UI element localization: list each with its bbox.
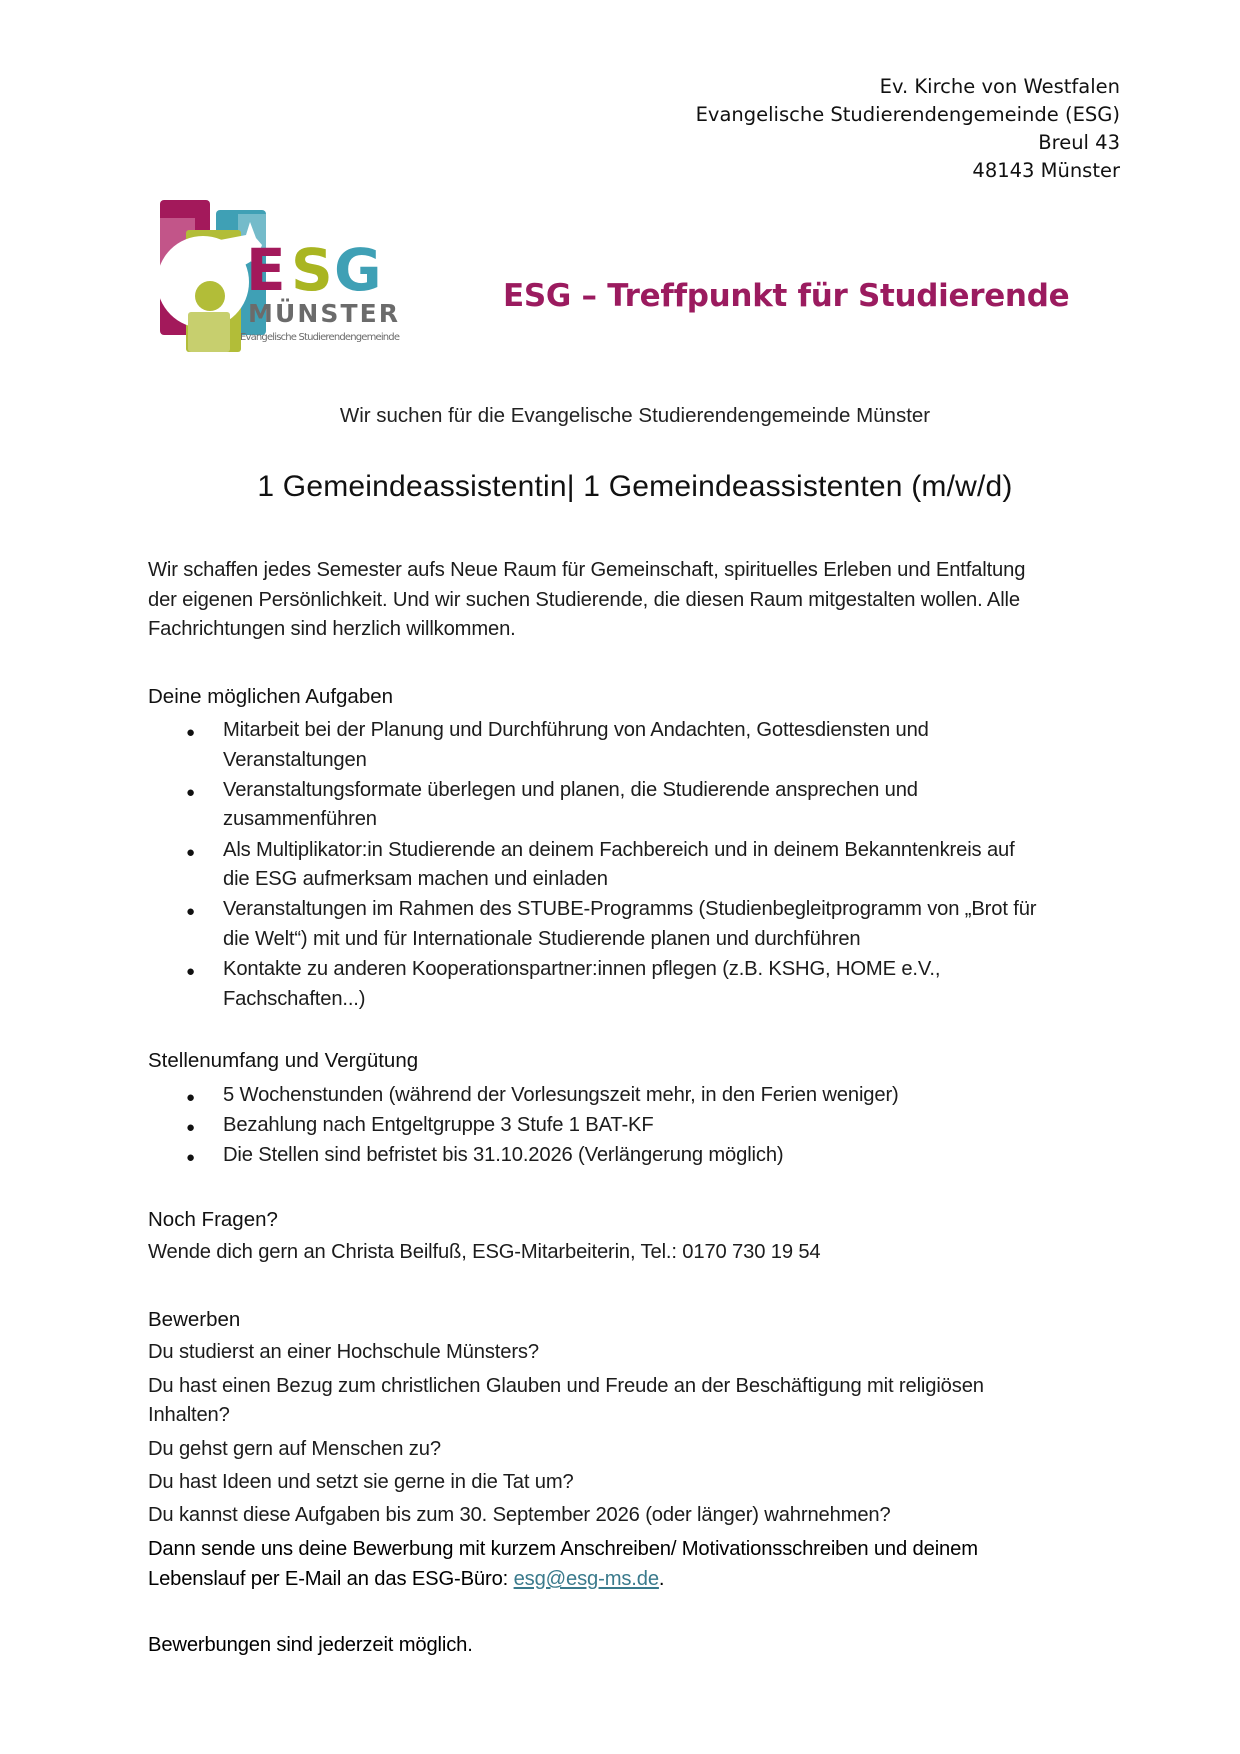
esg-logo xyxy=(158,200,423,352)
bullet-icon: ● xyxy=(186,784,196,801)
esg-logo-graphic xyxy=(158,200,423,352)
apply-question: Du kannst diese Aufgaben bis zum 30. September 2026 (oder länger) wahrnehmen? xyxy=(148,1504,891,1526)
task-item-line: Veranstaltungsformate überlegen und planen, die Studierende ansprechen und xyxy=(223,779,918,801)
page-title: ESG – Treffpunkt für Studierende xyxy=(503,278,1070,314)
apply-cta-line xyxy=(148,1568,664,1591)
questions-heading: Noch Fragen? xyxy=(148,1208,278,1231)
apply-question: Du studierst an einer Hochschule Münsters? xyxy=(148,1341,539,1363)
apply-question: Du hast Ideen und setzt sie gerne in die Tat um? xyxy=(148,1471,574,1493)
address-line: Evangelische Studierendengemeinde (ESG) xyxy=(695,103,1120,126)
bullet-icon: ● xyxy=(186,844,196,861)
apply-question: Du gehst gern auf Menschen zu? xyxy=(148,1438,441,1460)
logo-letter-e: E xyxy=(246,236,286,304)
apply-cta-prefix: Lebenslauf per E-Mail an das ESG-Büro: xyxy=(148,1568,514,1590)
address-line: Ev. Kirche von Westfalen xyxy=(879,75,1120,98)
task-item-line: Veranstaltungen xyxy=(223,749,367,771)
bullet-icon: ● xyxy=(186,1119,196,1136)
intro-line: Fachrichtungen sind herzlich willkommen. xyxy=(148,618,516,640)
task-item-line: Als Multiplikator:in Studierende an deinem Fachbereich und in deinem Bekanntenkreis auf xyxy=(223,839,1015,861)
job-title: 1 Gemeindeassistentin| 1 Gemeindeassistenten (m/w/d) xyxy=(257,470,1013,503)
task-item-line: Mitarbeit bei der Planung und Durchführung von Andachten, Gottesdiensten und xyxy=(223,719,929,741)
apply-cta-line: Dann sende uns deine Bewerbung mit kurzem Anschreiben/ Motivationsschreiben und deinem xyxy=(148,1538,978,1560)
contact-text: Wende dich gern an Christa Beilfuß, ESG-Mitarbeiterin, Tel.: 0170 730 19 54 xyxy=(148,1241,821,1263)
terms-item: 5 Wochenstunden (während der Vorlesungszeit mehr, in den Ferien weniger) xyxy=(223,1084,899,1106)
apply-question: Du hast einen Bezug zum christlichen Glauben und Freude an der Beschäftigung mit religiösen xyxy=(148,1375,984,1397)
task-item-line: die Welt“) mit und für Internationale Studierende planen und durchführen xyxy=(223,928,861,950)
bullet-icon: ● xyxy=(186,963,196,980)
subtitle: Wir suchen für die Evangelische Studierendengemeinde Münster xyxy=(339,404,931,427)
address-block xyxy=(696,73,1120,185)
terms-item: Bezahlung nach Entgeltgruppe 3 Stufe 1 BAT-KF xyxy=(223,1114,654,1136)
apply-question: Inhalten? xyxy=(148,1404,230,1426)
closing-text: Bewerbungen sind jederzeit möglich. xyxy=(148,1634,473,1656)
intro-line: der eigenen Persönlichkeit. Und wir suchen Studierende, die diesen Raum mitgestalten wollen. Alle xyxy=(148,589,1020,611)
logo-tagline: Evangelische Studierendengemeinde xyxy=(240,332,400,343)
logo-person-body xyxy=(188,312,230,352)
bullet-icon: ● xyxy=(186,903,196,920)
apply-heading: Bewerben xyxy=(148,1308,241,1331)
email-link[interactable]: esg@esg-ms.de xyxy=(513,1568,659,1590)
apply-cta-suffix: . xyxy=(658,1568,665,1590)
bullet-icon: ● xyxy=(186,1089,196,1106)
terms-item: Die Stellen sind befristet bis 31.10.2026 (Verlängerung möglich) xyxy=(223,1144,784,1166)
address-line: 48143 Münster xyxy=(972,159,1120,182)
task-item-line: Fachschaften...) xyxy=(223,988,366,1010)
task-item-line: Veranstaltungen im Rahmen des STUBE-Programms (Studienbegleitprogramm von „Brot für xyxy=(223,898,1037,920)
task-item-line: Kontakte zu anderen Kooperationspartner:innen pflegen (z.B. KSHG, HOME e.V., xyxy=(223,958,941,980)
task-item-line: die ESG aufmerksam machen und einladen xyxy=(223,868,608,890)
bullet-icon: ● xyxy=(186,724,196,741)
tasks-heading: Deine möglichen Aufgaben xyxy=(148,685,394,708)
logo-letter-g: G xyxy=(334,236,382,304)
intro-line: Wir schaffen jedes Semester aufs Neue Raum für Gemeinschaft, spirituelles Erleben und Entfaltung xyxy=(148,559,1026,581)
logo-person-head xyxy=(195,281,225,311)
logo-city: MÜNSTER xyxy=(248,299,398,328)
address-line: Breul 43 xyxy=(1038,131,1120,154)
bullet-icon: ● xyxy=(186,1149,196,1166)
task-item-line: zusammenführen xyxy=(223,808,377,830)
terms-heading: Stellenumfang und Vergütung xyxy=(148,1049,419,1072)
logo-letter-s: S xyxy=(291,236,333,304)
